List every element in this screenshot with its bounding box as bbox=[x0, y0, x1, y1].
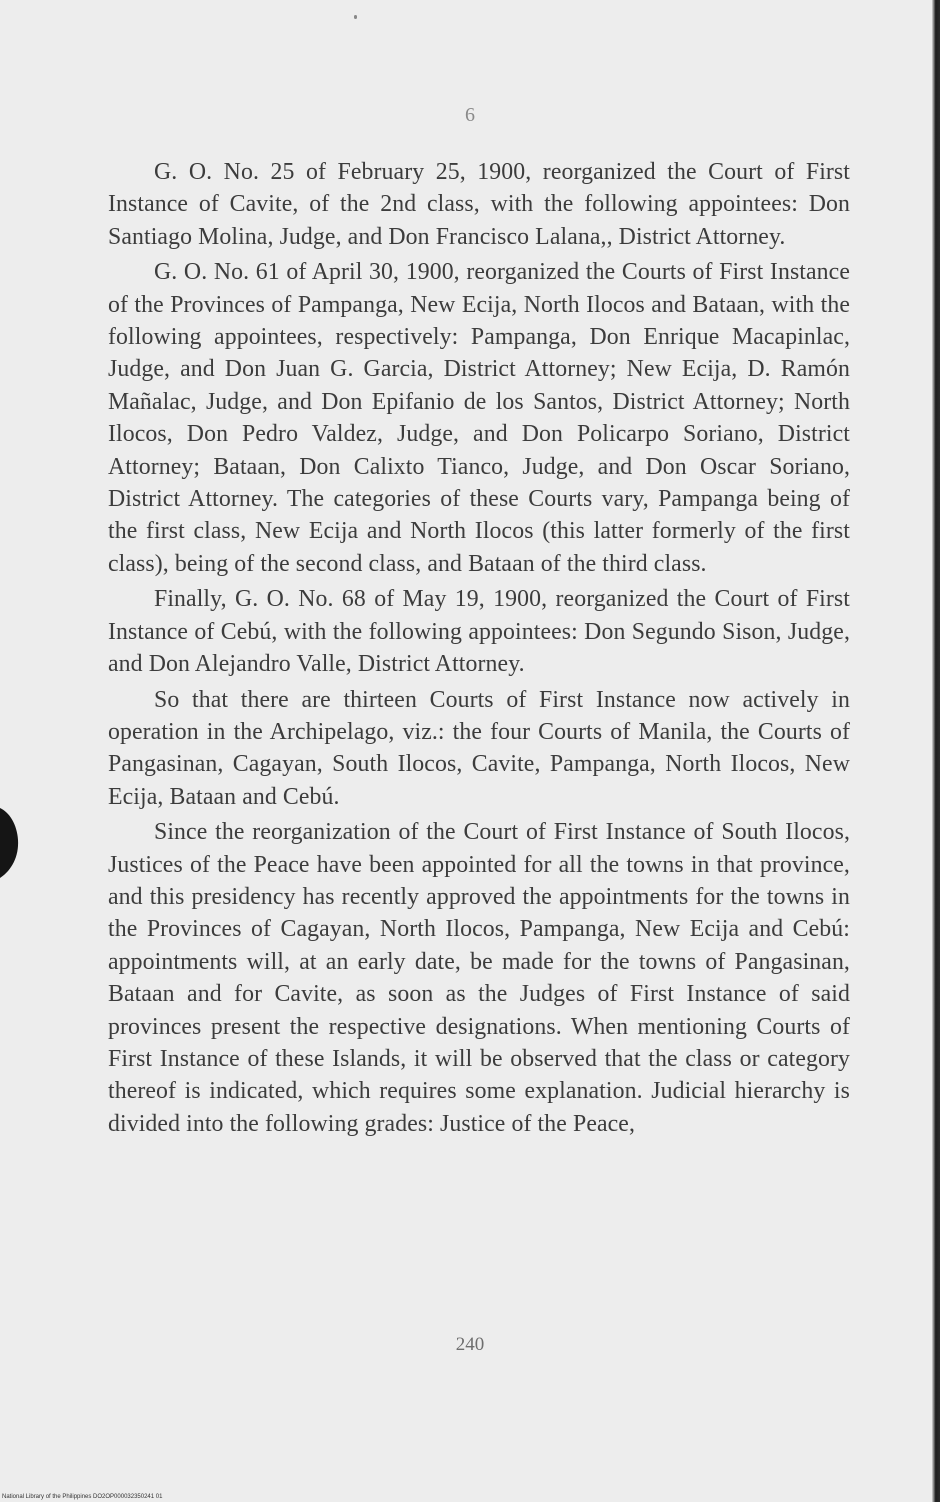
paragraph-2: G. O. No. 61 of April 30, 1900, reorganized the Courts of First Instance of the Provinces of Pampanga, New Ecija, North Ilocos and Bataan, with the following appointees, respectively: Pampanga, Don Enrique Macapinlac, Judge, and Don Juan G. Garcia, District Attorney; New Ecija, D. Ramón Mañalac, Judge, and Don Epifanio de los Santos, District Attorney; North Ilocos, Don Pedro Valdez, Judge, and Don Policarpo Soriano, District Attorney; Bataan, Don Calixto Tianco, Judge, and Don Oscar Soriano, District Attorney. The categories of these Courts vary, Pampanga being of the first class, New Ecija and North Ilocos (this latter formerly of the first class), being of the second class, and Bataan of the third class. bbox=[108, 259, 850, 577]
paragraph-1: G. O. No. 25 of February 25, 1900, reorganized the Court of First Instance of Cavite, of the 2nd class, with the following appointees: Don Santiago Molina, Judge, and Don Francisco Lalana,, District Attorney. bbox=[108, 159, 850, 250]
page-edge-shadow bbox=[932, 0, 940, 1502]
page-number-bottom: 240 bbox=[455, 1334, 485, 1355]
paragraph-3: Finally, G. O. No. 68 of May 19, 1900, reorganized the Court of First Instance of Cebú, with the following appointees: Don Segundo Sison, Judge, and Don Alejandro Valle, District Attorney. bbox=[108, 586, 850, 678]
source-credit: National Library of the Philippines DO2OP000032350241 01 bbox=[2, 1494, 163, 1500]
body-text bbox=[108, 156, 850, 1143]
binding-mark bbox=[0, 806, 20, 880]
page-number-top: 6 bbox=[465, 104, 475, 126]
paragraph-5: Since the reorganization of the Court of First Instance of South Ilocos, Justices of the Peace have been appointed for all the towns in that province, and this presidency has recently approved the appointments for the towns in the Provinces of Cagayan, North Ilocos, Pampanga, New Ecija and Cebú: appointments will, at an early date, be made for the towns of Pangasinan, Bataan and for Cavite, as soon as the Judges of First Instance of said provinces present the respective designations. When mentioning Courts of First Instance of these Islands, it will be observed that the class or category thereof is indicated, which requires some explanation. Judicial hierarchy is divided into the following grades: Justice of the Peace, bbox=[108, 819, 850, 1137]
paragraph-4: So that there are thirteen Courts of First Instance now actively in operation in the Archipelago, viz.: the four Courts of Manila, the Courts of Pangasinan, Cagayan, South Ilocos, Cavite, Pampanga, North Ilocos, New Ecija, Bataan and Cebú. bbox=[108, 686, 850, 810]
scan-speck bbox=[354, 15, 357, 19]
